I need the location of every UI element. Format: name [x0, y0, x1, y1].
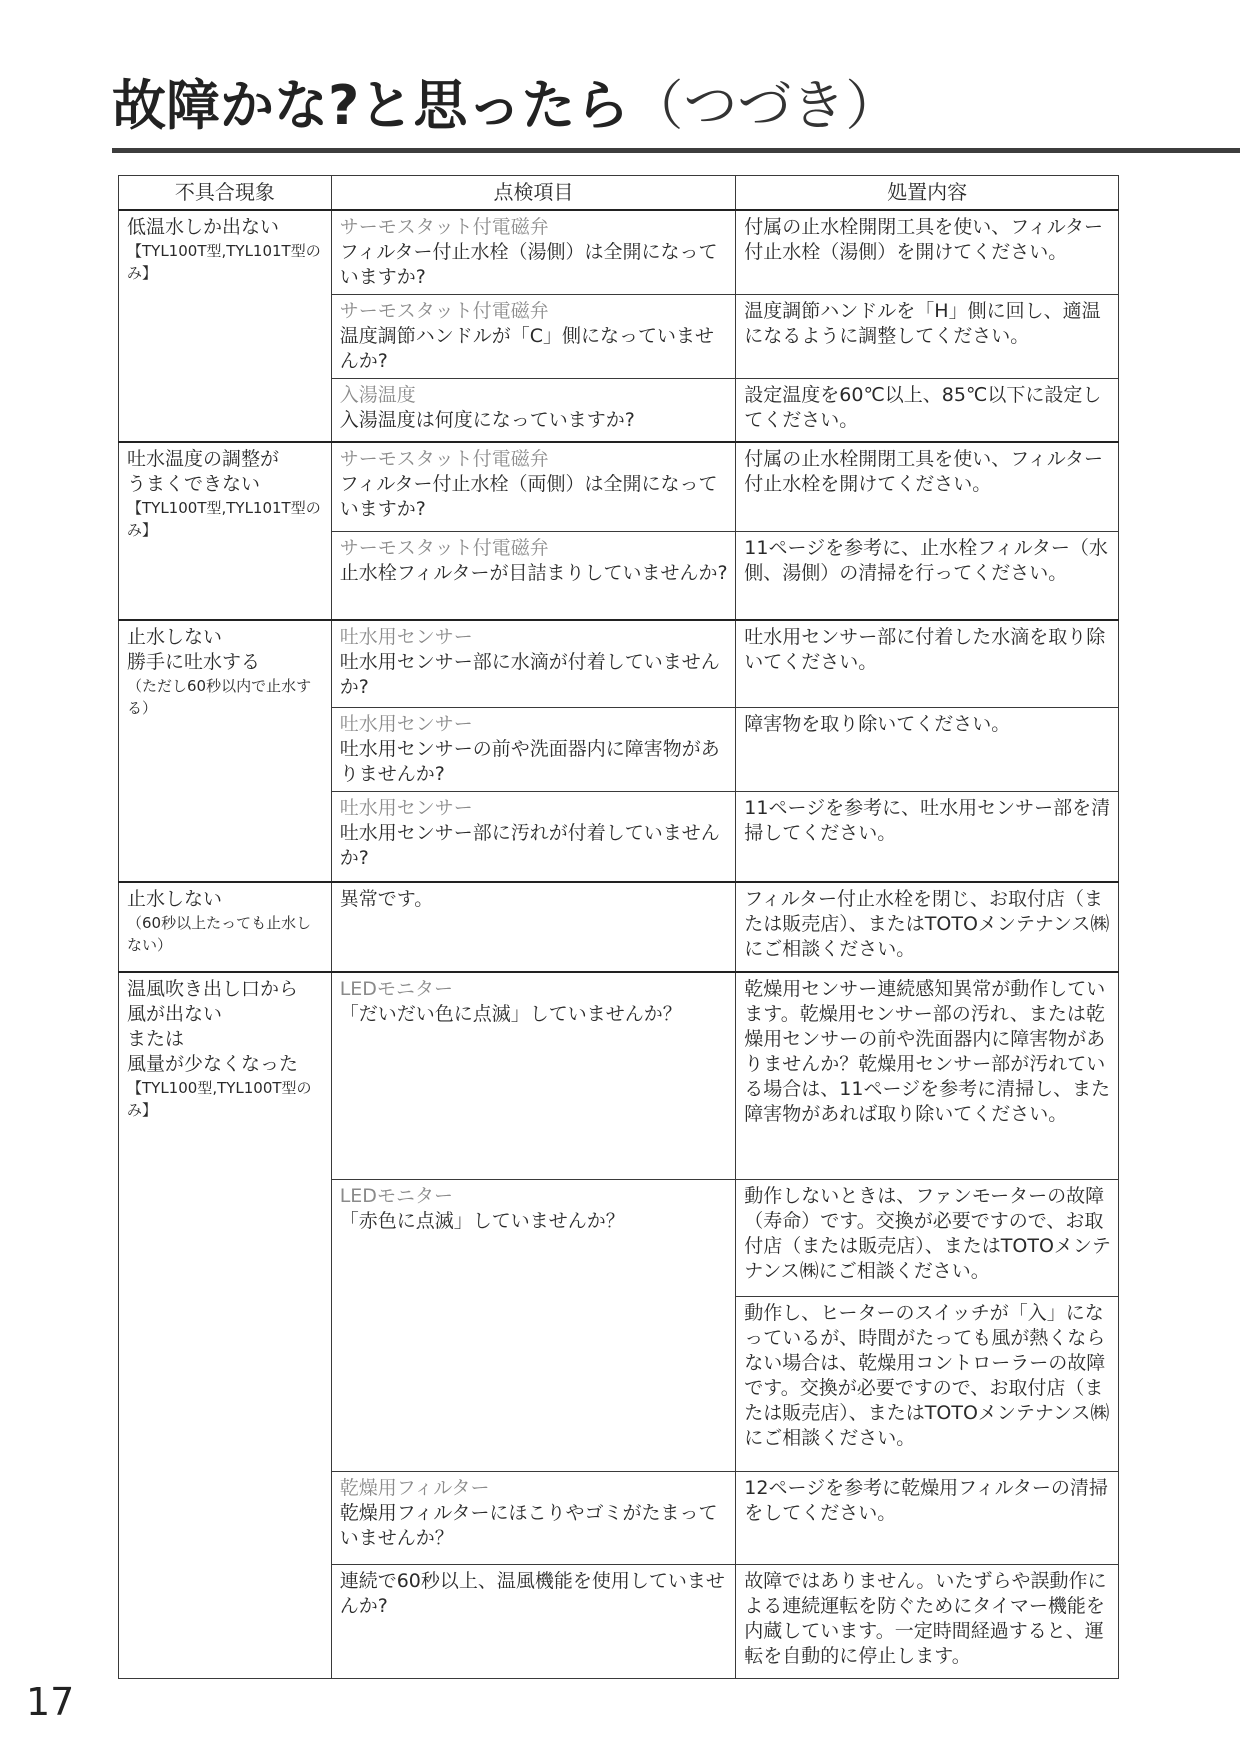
check-cell: [331, 210, 736, 295]
check-text: 連続で60秒以上、温風機能を使用していませんか?: [339, 1570, 725, 1617]
check-cell: [331, 532, 736, 620]
remedy-cell: 温度調節ハンドルを「H」側に回し、適温になるように調整してください。: [736, 295, 1119, 379]
header-remedy: 処置内容: [736, 176, 1119, 211]
symptom-note: （60秒以上たっても止水しない）: [127, 913, 312, 954]
check-text: 「赤色に点滅」していませんか？: [339, 1210, 625, 1232]
check-category: サーモスタット付電磁弁: [339, 447, 549, 470]
symptom-text: 止水しない: [127, 887, 223, 910]
remedy-cell: 11ページを参考に、吐水用センサー部を清掃してください。: [736, 792, 1119, 882]
symptom-note: 【TYL100T型,TYL101T型のみ】: [127, 242, 321, 282]
check-category: サーモスタット付電磁弁: [339, 216, 549, 238]
header-symptom: 不具合現象: [119, 176, 332, 211]
remedy-cell: 障害物を取り除いてください。: [736, 708, 1119, 792]
table-row: [119, 620, 1119, 708]
table-header-row: [119, 176, 1119, 211]
check-text: 吐水用センサー部に水滴が付着していませんか?: [339, 650, 720, 698]
check-cell: [331, 1565, 736, 1679]
table-row: [119, 210, 1119, 295]
check-category: 吐水用センサー: [339, 797, 473, 819]
check-text: 止水栓フィルターが目詰まりしていませんか?: [339, 562, 728, 584]
check-text: 「だいだい色に点滅」していませんか？: [339, 1002, 682, 1025]
check-cell: [331, 708, 736, 792]
remedy-cell: 乾燥用センサー連続感知異常が動作しています。乾燥用センサー部の汚れ、または乾燥用センサーの前や洗面器内に障害物がありませんか？乾燥用センサー部が汚れている場合は、11ページを参考に清掃し、また障害物があれば取り除いてください。: [736, 972, 1119, 1180]
check-category: LEDモニター: [339, 1185, 453, 1207]
symptom-note: 【TYL100型,TYL100T型のみ】: [127, 1078, 312, 1119]
check-cell: [331, 295, 736, 379]
symptom-text: 風が出ない: [127, 1002, 223, 1025]
check-category: 入湯温度: [339, 384, 416, 406]
check-text: 吐水用センサーの前や洗面器内に障害物がありませんか?: [339, 738, 720, 785]
symptom-cell: [119, 972, 332, 1679]
check-cell: [331, 1472, 736, 1565]
check-cell: [331, 1180, 736, 1472]
check-text: 異常です。: [339, 887, 434, 910]
page-title-sub: （つづき）: [629, 74, 900, 137]
check-category: 吐水用センサー: [339, 713, 473, 735]
table-row: [119, 972, 1119, 1180]
symptom-cell: [119, 620, 332, 882]
check-category: サーモスタット付電磁弁: [339, 537, 549, 559]
symptom-cell: [119, 210, 332, 442]
check-cell: [331, 792, 736, 882]
check-cell: [331, 972, 736, 1180]
remedy-cell: 吐水用センサー部に付着した水滴を取り除いてください。: [736, 620, 1119, 708]
symptom-cell: [119, 442, 332, 620]
symptom-text: 風量が少なくなった: [127, 1052, 299, 1075]
check-category: サーモスタット付電磁弁: [339, 300, 549, 322]
symptom-text: 吐水温度の調整が: [127, 447, 280, 470]
symptom-text: うまくできない: [127, 472, 261, 495]
symptom-note: 【TYL100T型,TYL101T型のみ】: [127, 498, 321, 539]
table-row: [119, 882, 1119, 972]
title-underline: [112, 148, 1240, 153]
symptom-text: 止水しない: [127, 625, 223, 648]
check-cell: [331, 882, 736, 972]
check-text: 吐水用センサー部に汚れが付着していませんか?: [339, 822, 720, 869]
remedy-cell: 付属の止水栓開閉工具を使い、フィルター付止水栓を開けてください。: [736, 442, 1119, 532]
remedy-cell: 11ページを参考に、止水栓フィルター（水側、湯側）の清掃を行ってください。: [736, 532, 1119, 620]
remedy-cell: 故障ではありません。いたずらや誤動作による連続運転を防ぐためにタイマー機能を内蔵しています。一定時間経過すると、運転を自動的に停止します。: [736, 1565, 1119, 1679]
check-text: 乾燥用フィルターにほこりやゴミがたまっていませんか？: [339, 1502, 718, 1549]
check-category: LEDモニター: [339, 977, 453, 1000]
check-category: 乾燥用フィルター: [339, 1477, 490, 1499]
remedy-cell: 動作しないときは、ファンモーターの故障（寿命）です。交換が必要ですので、お取付店（または販売店）、またはTOTOメンテナンス㈱にご相談ください。: [736, 1180, 1119, 1297]
symptom-text: 低温水しか出ない: [127, 216, 280, 238]
remedy-cell: フィルター付止水栓を閉じ、お取付店（または販売店）、またはTOTOメンテナンス㈱にご相談ください。: [736, 882, 1119, 972]
symptom-text: 温風吹き出し口から: [127, 977, 299, 1000]
symptom-note: （ただし60秒以内で止水する）: [127, 676, 312, 717]
symptom-text: 勝手に吐水する: [127, 650, 261, 673]
troubleshooting-table: [118, 175, 1119, 1679]
remedy-cell: 動作し、ヒーターのスイッチが「入」になっているが、時間がたっても風が熱くならない場合は、乾燥用コントローラーの故障です。交換が必要ですので、お取付店（または販売店）、またはTOTOメンテナンス㈱にご相談ください。: [736, 1297, 1119, 1472]
remedy-cell: 設定温度を60℃以上、85℃以下に設定してください。: [736, 379, 1119, 442]
check-text: フィルター付止水栓（両側）は全開になっていますか?: [339, 472, 718, 520]
check-text: 温度調節ハンドルが「C」側になっていませんか?: [339, 325, 714, 372]
page-title-main: 故障かな?と思ったら: [112, 74, 630, 137]
check-cell: [331, 620, 736, 708]
check-text: フィルター付止水栓（湯側）は全開になっていますか?: [339, 241, 718, 288]
header-check-item: 点検項目: [331, 176, 736, 211]
symptom-cell: [119, 882, 332, 972]
remedy-cell: 12ページを参考に乾燥用フィルターの清掃をしてください。: [736, 1472, 1119, 1565]
check-text: 入湯温度は何度になっていますか?: [339, 409, 635, 431]
check-cell: [331, 442, 736, 532]
table-row: [119, 442, 1119, 532]
page-title: [112, 70, 1112, 142]
page-number: 17: [26, 1680, 75, 1724]
symptom-text: または: [127, 1027, 185, 1050]
check-cell: [331, 379, 736, 442]
check-category: 吐水用センサー: [339, 625, 473, 648]
remedy-cell: 付属の止水栓開閉工具を使い、フィルター付止水栓（湯側）を開けてください。: [736, 210, 1119, 295]
